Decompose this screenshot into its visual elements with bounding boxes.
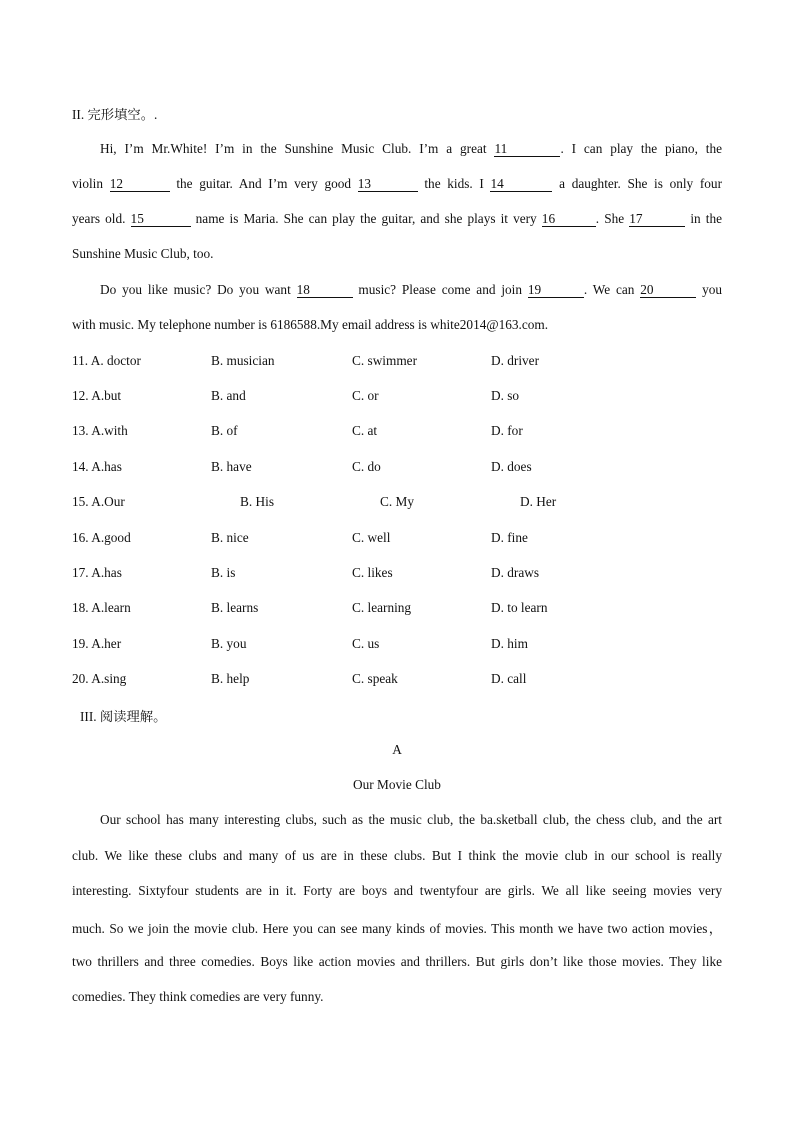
blank-20: 20 [640, 283, 696, 298]
option-c: C. us [352, 636, 380, 651]
option-b: B. learns [211, 600, 259, 615]
option-c: C. do [352, 459, 381, 474]
option-c: C. likes [352, 565, 393, 580]
option-b: B. have [211, 459, 252, 474]
cloze-paragraph-2-line-2: with music. My telephone number is 6186588.My email address is white2014@163.com. [72, 317, 549, 332]
passage-line: interesting. Sixtyfour students are in it. Forty are boys and twentyfour are girls. We all like seeing movies very [72, 883, 722, 898]
option-a: 20. A.sing [72, 671, 127, 686]
option-c: C. speak [352, 671, 398, 686]
option-a: 13. A.with [72, 423, 128, 438]
section-heading-reading: III. 阅读理解。 [80, 709, 167, 724]
option-d: D. fine [491, 530, 528, 545]
option-d: D. for [491, 423, 523, 438]
option-d: D. draws [491, 565, 540, 580]
cloze-text: Hi, I’m Mr.White! I’m in the Sunshine Music Club. I’m a great [100, 141, 487, 156]
cloze-text: . I can play the piano, the [560, 141, 722, 156]
option-a: 14. A.has [72, 459, 122, 474]
option-a: 17. A.has [72, 565, 122, 580]
cloze-paragraph-1-line-2 [72, 176, 722, 192]
option-c: C. swimmer [352, 353, 418, 368]
blank-18: 18 [297, 283, 353, 298]
option-a: 11. A. doctor [72, 353, 141, 368]
blank-17: 17 [629, 212, 685, 227]
cloze-text: Do you like music? Do you want [100, 282, 291, 297]
option-b: B. of [211, 423, 238, 438]
cloze-text: a daughter. She is only four [559, 176, 723, 191]
option-c: C. My [380, 494, 414, 509]
cloze-text: . We can [583, 282, 635, 297]
option-d: D. Her [520, 494, 557, 509]
blank-12: 12 [110, 177, 170, 192]
passage-line: much. So we join the movie club. Here you can see many kinds of movies. This month we have two action movies， [72, 921, 722, 936]
cloze-paragraph-1-line-3 [72, 211, 722, 227]
cloze-text: you [702, 282, 723, 297]
cloze-text: in the [690, 211, 723, 226]
option-a: 12. A.but [72, 388, 122, 403]
option-d: D. driver [491, 353, 539, 368]
option-b: B. help [211, 671, 250, 686]
option-a: 15. A.Our [72, 494, 125, 509]
option-d: D. to learn [491, 600, 548, 615]
cloze-text: music? Please come and join [358, 282, 523, 297]
option-c: C. well [352, 530, 391, 545]
option-d: D. does [491, 459, 532, 474]
option-a: 19. A.her [72, 636, 122, 651]
blank-15: 15 [131, 212, 191, 227]
cloze-text: violin [72, 176, 104, 191]
option-c: C. learning [352, 600, 412, 615]
blank-19: 19 [528, 283, 584, 298]
passage-line: two thrillers and three comedies. Boys like action movies and thrillers. But girls don’t like those movies. They like [72, 954, 722, 969]
cloze-paragraph-1-line-1 [100, 141, 722, 157]
section-heading-cloze: II. 完形填空。. [72, 107, 158, 122]
cloze-text: name is Maria. She can play the guitar, and she plays it very [195, 211, 537, 226]
option-b: B. is [211, 565, 236, 580]
option-d: D. call [491, 671, 527, 686]
passage-line: comedies. They think comedies are very funny. [72, 989, 324, 1004]
option-b: B. nice [211, 530, 249, 545]
passage-line: Our school has many interesting clubs, such as the music club, the ba.sketball club, the chess club, and the art [100, 812, 722, 827]
cloze-paragraph-1-line-4: Sunshine Music Club, too. [72, 246, 214, 261]
option-d: D. him [491, 636, 528, 651]
option-c: C. at [352, 423, 378, 438]
passage-line: club. We like these clubs and many of us are in these clubs. But I think the movie club in our school is really [72, 848, 722, 863]
cloze-text: . She [595, 211, 625, 226]
option-b: B. His [240, 494, 274, 509]
option-c: C. or [352, 388, 379, 403]
cloze-paragraph-2-line-1 [100, 282, 722, 298]
blank-11: 11 [494, 142, 560, 157]
blank-16: 16 [542, 212, 596, 227]
blank-14: 14 [490, 177, 552, 192]
option-a: 18. A.learn [72, 600, 131, 615]
blank-13: 13 [358, 177, 418, 192]
option-b: B. musician [211, 353, 275, 368]
option-d: D. so [491, 388, 520, 403]
option-a: 16. A.good [72, 530, 131, 545]
passage-letter: A [392, 742, 402, 757]
passage-title: Our Movie Club [353, 777, 441, 792]
option-b: B. you [211, 636, 247, 651]
cloze-text: years old. [72, 211, 126, 226]
option-b: B. and [211, 388, 246, 403]
cloze-text: the guitar. And I’m very good [176, 176, 352, 191]
cloze-text: the kids. I [424, 176, 484, 191]
